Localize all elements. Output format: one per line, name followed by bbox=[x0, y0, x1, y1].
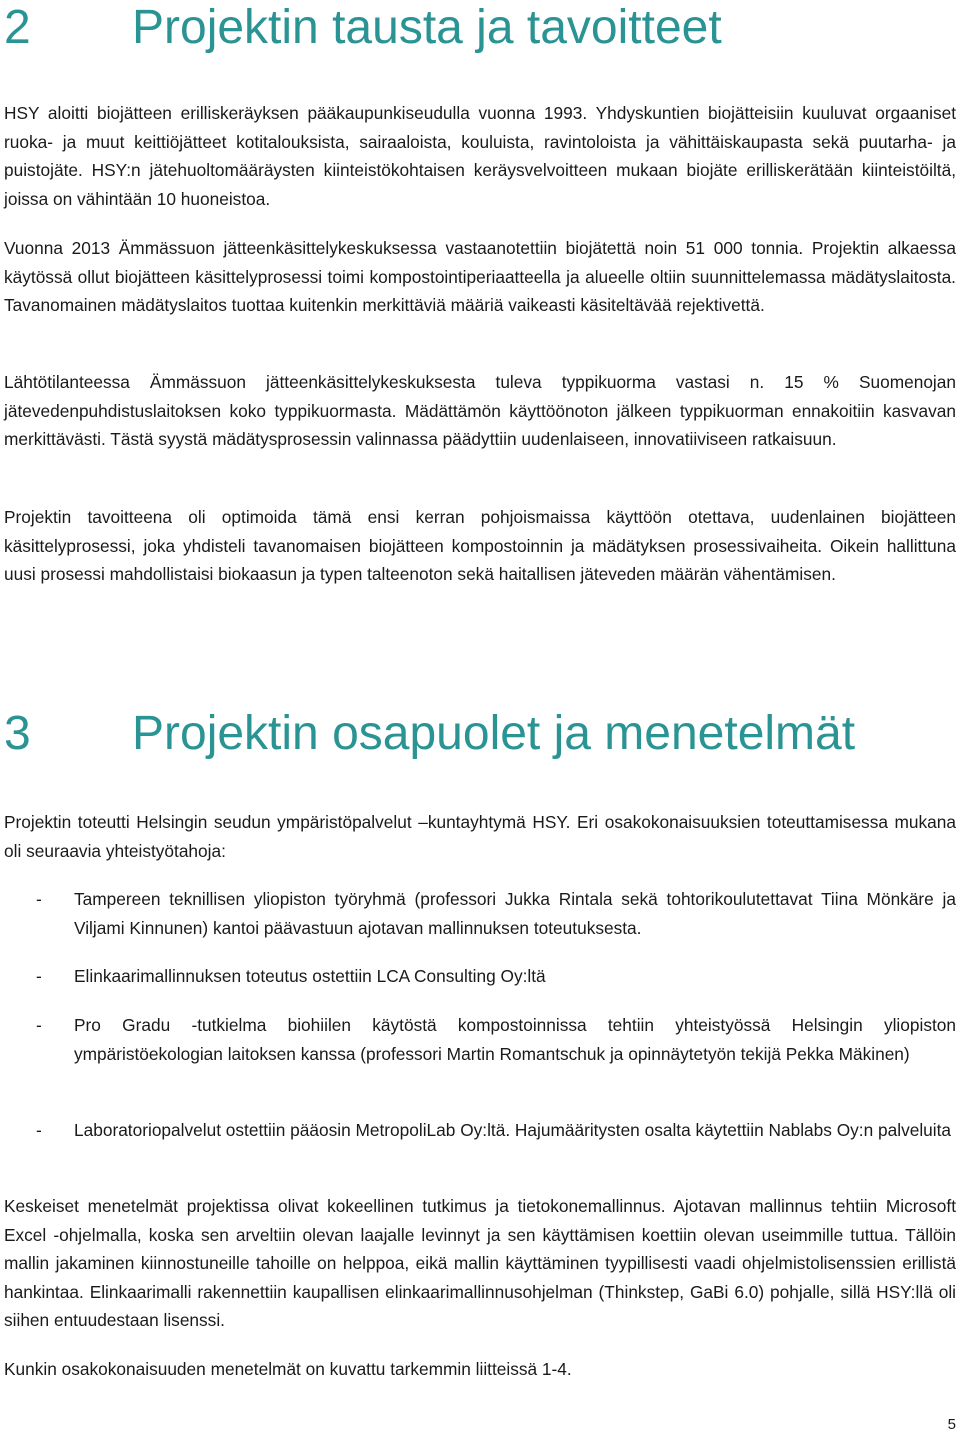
list-item-text: Pro Gradu -tutkielma biohiilen käytöstä kompostoinnissa tehtiin yhteistyössä Helsingin yliopiston ympäristöekologian laitoksen kanssa (professori Martin Romantschuk ja opinnäytetyön tekijä Pekka Mäkinen) bbox=[74, 1015, 956, 1064]
section-2-paragraph-4: Projektin tavoitteena oli optimoida tämä ensi kerran pohjoismaissa käyttöön otettava, uudenlainen biojätteen käsittelyprosessi, joka yhdisteli tavanomaisen biojätteen kompostoinnin ja mädätyksen prosessivaiheita. Oikein hallittuna uusi prosessi mahdollistaisi biokaasun ja typen talteenoton sekä haitallisen jäteveden määrän vähentämisen. bbox=[4, 507, 956, 585]
section-2-title: Projektin tausta ja tavoitteet bbox=[132, 1, 722, 54]
bullet-marker: - bbox=[36, 889, 42, 909]
section-3-title: Projektin osapuolet ja menetelmät bbox=[132, 707, 856, 760]
list-item bbox=[4, 1116, 956, 1145]
section-2-heading bbox=[4, 0, 722, 56]
list-item-text: Tampereen teknillisen yliopiston työryhmä (professori Jukka Rintala sekä tohtorikoulutettavat Tiina Mönkäre ja Viljami Kinnunen) kantoi päävastuun ajotavan mallinnuksen toteutuksesta. bbox=[74, 889, 956, 938]
section-3-number: 3 bbox=[4, 707, 31, 760]
section-3-heading bbox=[4, 706, 855, 762]
bullet-marker: - bbox=[36, 1015, 42, 1035]
bullet-marker: - bbox=[36, 966, 42, 986]
section-3-paragraph-2: Kunkin osakokonaisuuden menetelmät on kuvattu tarkemmin liitteissä 1-4. bbox=[4, 1359, 572, 1379]
page-number: 5 bbox=[947, 1416, 956, 1433]
list-item bbox=[4, 885, 956, 942]
section-3-paragraph-1: Keskeiset menetelmät projektissa olivat kokeellinen tutkimus ja tietokonemallinnus. Ajotavan mallinnus tehtiin Microsoft Excel -ohjelmalla, koska sen arveltiin olevan laajalle levinnyt ja sen käyttämisen koettiin olevan useimmille tuttua. Tällöin mallin jakaminen kiinnostuneille tahoille on helppoa, eikä mallin käyttäminen tyypillisesti vaadi ohjelmistolisenssien erillistä hankintaa. Elinkaarimalli rakennettiin kaupallisen elinkaarimallinnusohjelman (Thinkstep, GaBi 6.0) pohjalle, sillä HSY:llä oli siihen entuudestaan lisenssi. bbox=[4, 1196, 956, 1331]
list-item bbox=[4, 962, 956, 991]
bullet-marker: - bbox=[36, 1120, 42, 1140]
section-2-paragraph-1: HSY aloitti biojätteen erilliskeräyksen pääkaupunkiseudulla vuonna 1993. Yhdyskuntien biojätteisiin kuuluvat orgaaniset ruoka- ja muut keittiöjätteet kotitalouksista, sairaaloista, kouluista, ravintoloista ja vähittäiskaupasta sekä puutarha- ja puistojäte. HSY:n jätehuoltomääräysten kiinteistökohtaisen keräysvelvoitteen mukaan biojäte erilliskerätään kiinteistöiltä, joissa on vähintään 10 huoneistoa. bbox=[4, 103, 956, 209]
list-item bbox=[4, 1011, 956, 1068]
list-item-text: Laboratoriopalvelut ostettiin pääosin MetropoliLab Oy:ltä. Hajumääritysten osalta käytettiin Nablabs Oy:n palveluita bbox=[74, 1120, 952, 1140]
section-2-paragraph-2: Vuonna 2013 Ämmässuon jätteenkäsittelykeskuksessa vastaanotettiin biojätettä noin 51 000 tonnia. Projektin alkaessa käytössä ollut biojätteen käsittelyprosessi toimi kompostointiperiaatteella ja alueelle oltiin suunnittelemassa mädätyslaitosta. Tavanomainen mädätyslaitos tuottaa kuitenkin merkittäviä määriä vaikeasti käsiteltävää rejektivettä. bbox=[4, 238, 956, 316]
section-2-number: 2 bbox=[4, 1, 31, 54]
list-item-text: Elinkaarimallinnuksen toteutus ostettiin LCA Consulting Oy:ltä bbox=[74, 966, 546, 986]
section-3-intro: Projektin toteutti Helsingin seudun ympäristöpalvelut –kuntayhtymä HSY. Eri osakokonaisuuksien toteuttamisessa mukana oli seuraavia yhteistyötahoja: bbox=[4, 812, 956, 861]
section-2-paragraph-3: Lähtötilanteessa Ämmässuon jätteenkäsittelykeskuksesta tuleva typpikuorma vastasi n. 15 % Suomenojan jätevedenpuhdistuslaitoksen koko typpikuormasta. Mädättämön käyttöönoton jälkeen typpikuorman ennakoitiin kasvavan merkittävästi. Tästä syystä mädätysprosessin valinnassa päädyttiin uudenlaiseen, innovatiiviseen ratkaisuun. bbox=[4, 372, 956, 450]
